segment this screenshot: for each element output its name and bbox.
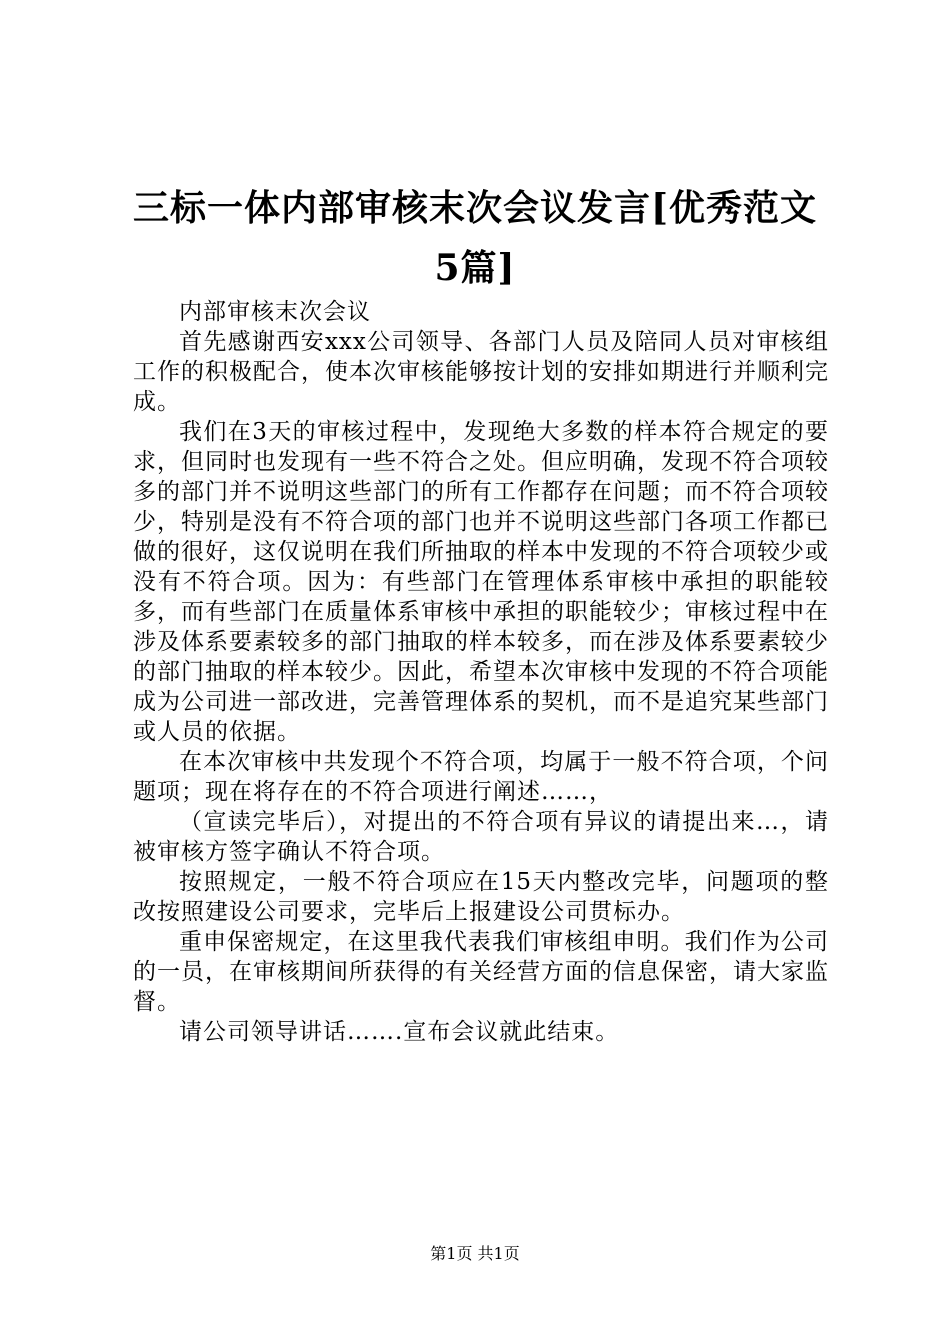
paragraph-closing: 请公司领导讲话…….宣布会议就此结束。 — [179, 1019, 620, 1045]
paragraph-findings: 我们在3天的审核过程中，发现绝大多数的样本符合规定的要求，但同时也发现有一些不符合之处。但应明确，发现不符合项较多的部门并不说明这些部门的所有工作都存在问题；而不符合项较少，特别是没有不符合项的部门也并不说明这些部门各项工作都已做的很好，这仅说明在我们所抽取的样本中发现的不符合项较少或没有不符合项。因为：有些部门在管理体系审核中承担的职能较多，而有些部门在质量体系审核中承担的职能较少；审核过程中在涉及体系要素较多的部门抽取的样本较多，而在涉及体系要素较少的部门抽取的样本较少。因此，希望本次审核中发现的不符合项能成为公司进一部改进，完善管理体系的契机，而不是追究某些部门或人员的依据。 — [133, 419, 829, 745]
paragraph-rectification: 按照规定，一般不符合项应在15天内整改完毕，问题项的整改按照建设公司要求，完毕后上报建设公司贯标办。 — [133, 869, 829, 925]
paragraph-thanks: 首先感谢西安xxx公司领导、各部门人员及陪同人员对审核组工作的积极配合，使本次审核能够按计划的安排如期进行并顺利完成。 — [133, 329, 829, 415]
document-body — [133, 297, 829, 1047]
paragraph-confidentiality: 重申保密规定，在这里我代表我们审核组申明。我们作为公司的一员，在审核期间所获得的有关经营方面的信息保密，请大家监督。 — [133, 929, 829, 1015]
paragraph-confirmation: （宣读完毕后），对提出的不符合项有异议的请提出来…，请被审核方签字确认不符合项。 — [133, 809, 829, 865]
paragraph-heading: 内部审核末次会议 — [179, 299, 371, 325]
page-footer: 第1页 共1页 — [430, 1244, 520, 1263]
document-title: 三标一体内部审核末次会议发言[优秀范文5篇] — [132, 187, 818, 289]
paragraph-nonconformities: 在本次审核中共发现个不符合项，均属于一般不符合项，个问题项；现在将存在的不符合项进行阐述……， — [133, 749, 829, 805]
